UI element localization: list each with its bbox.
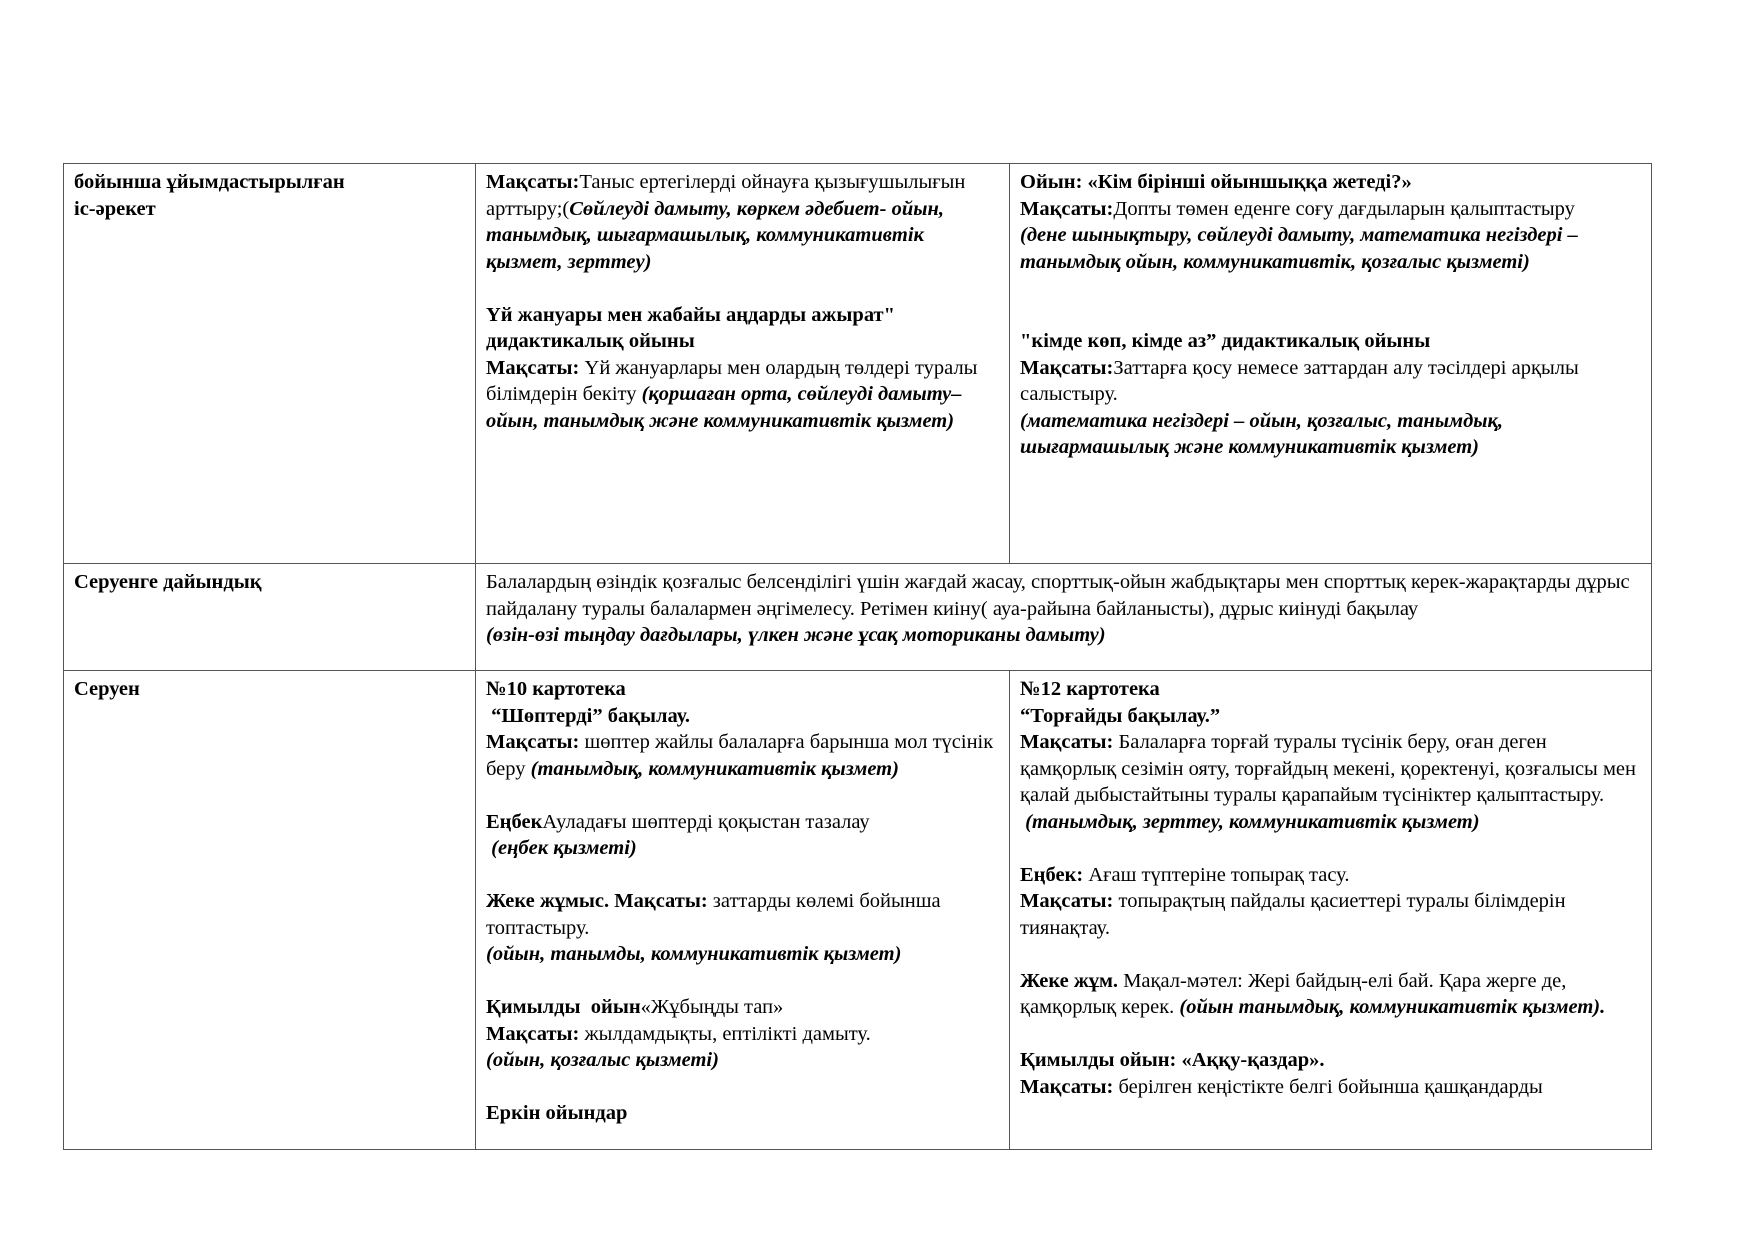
individual-work-text: заттарды көлемі бойынша топтастыру. [486,890,941,939]
game-title: Үй жануары мен жабайы аңдарды ажырат" дидактикалық ойыны [486,303,895,352]
labor-goal-label: Мақсаты: [1020,890,1114,912]
game-areas: (қоршаған орта, сөйлеуді дамыту– ойын, танымдық және коммуникативтік қызмет) [486,383,962,432]
individual-work-label: Жеке жұмыс. Мақсаты: [486,890,708,912]
movement-goal-paragraph [1020,1074,1641,1101]
monday-walk-cell [476,671,1010,1150]
goal-paragraph [1020,196,1641,223]
goal-areas: Сөйлеуді дамыту, көркем әдебиет- ойын, танымдық, шығармашылық, коммуникативтік қызмет, зерттеу) [486,197,944,273]
game2-goal-paragraph [1020,355,1641,408]
movement-game-title: Қимылды ойын: «Аққу-қаздар». [1020,1049,1325,1071]
individual-work-label: Жеке жұм. [1020,969,1119,992]
movement-game-paragraph [486,994,999,1021]
row-label-line-1: бойынша ұйымдастырылған [74,171,345,193]
walk-preparation-cell [476,564,1652,671]
row-label: Серуенге дайындық [74,571,262,593]
goal-text: Допты төмен еденге соғу дағдыларын қалыптастыру [1113,197,1575,220]
goal-label: Мақсаты: [486,731,580,753]
row-label: Серуен [74,678,140,700]
row-label-line-2: іс-әрекет [74,197,156,220]
table-row [64,564,1652,671]
goal-text: Балаларға торғай туралы түсінік беру, оған деген қамқорлық сезімін ояту, торғайдың мекені, қоректенуі, қозғалысы мен қалай дыбыстайтыны туралы қарапайым түсініктер қалыптастыру. [1020,731,1637,806]
game2-goal-text: Заттарға қосу немесе заттардан алу тәсілдері арқылы салыстыру. [1020,356,1579,405]
walk-preparation-text: Балалардың өзіндік қозғалыс белсенділігі үшін жағдай жасау, спорттық-ойын жабдықтары мен спорттық керек-жарақтарды дұрыс пайдалану туралы балалармен әңгімелесу. Ретімен киіну( ауа-райына байланысты), дұрыс киінуді бақылау [486,571,1630,620]
game-goal-paragraph [486,355,999,435]
row-label-cell [64,564,476,671]
row-label-cell [64,164,476,564]
free-games: Еркін ойындар [486,1102,628,1124]
monday-activity-cell [476,164,1010,564]
labor-goal-paragraph [1020,888,1641,941]
table-row [64,671,1652,1150]
individual-work-paragraph [486,888,999,941]
tuesday-activity-cell [1010,164,1652,564]
movement-goal-paragraph [486,1021,999,1048]
goal-areas: (дене шынықтыру, сөйлеуді дамыту, математика негіздері – танымдық ойын, коммуникативтік, қозғалыс қызметі) [1020,224,1578,273]
movement-goal-label: Мақсаты: [1020,1075,1114,1098]
game2-goal-label: Мақсаты: [1020,356,1114,379]
movement-game-text: «Жұбыңды тап» [640,996,784,1018]
labor-paragraph [1020,862,1641,889]
goal-paragraph [1020,729,1641,809]
individual-work-areas: (ойын танымдық, коммуникативтік қызмет). [1179,996,1606,1018]
daily-plan-table [63,163,1652,1150]
goal-areas: (танымдық, коммуникативтік қызмет) [530,757,899,780]
labor-label: Еңбек: [1020,863,1084,886]
goal-paragraph [486,729,999,782]
goal-text: Таныс ертегілерді ойнауға қызығушылығын арттыру;( [486,171,966,220]
individual-work-areas: (ойын, танымды, коммуникативтік қызмет) [486,943,902,965]
game2-title: "кімде көп, кімде аз” дидактикалық ойыны [1020,330,1431,352]
goal-paragraph [486,169,999,275]
labor-goal-text: топырақтың пайдалы қасиеттері туралы білімдерін тиянақтау. [1020,890,1566,939]
game1-title: Ойын: «Кім бірінші ойыншыққа жетеді?» [1020,171,1412,193]
goal-label: Мақсаты: [1020,731,1114,753]
movement-goal-text: берілген кеңістікте белгі бойынша қашқандарды [1113,1075,1543,1098]
goal-areas: (танымдық, зерттеу, коммуникативтік қызмет) [1020,810,1480,833]
movement-game-label: Қимылды ойын [486,996,641,1018]
labor-paragraph [486,809,999,836]
card-number: №10 картотека [486,678,626,700]
labor-label: Еңбек [486,810,543,833]
row-label-cell [64,671,476,1150]
game2-areas: (математика негіздері – ойын, қозғалыс, танымдық, шығармашылық және коммуникативтік қызмет) [1020,409,1504,458]
card-number: №12 картотека [1020,678,1160,700]
labor-text: Ауладағы шөптерді қоқыстан тазалау [542,810,870,833]
tuesday-walk-cell [1010,671,1652,1150]
observation-title: “Шөптерді” бақылау. [486,704,691,727]
individual-work-paragraph [1020,968,1641,1021]
movement-areas: (ойын, қозғалыс қызметі) [486,1049,719,1071]
labor-text: Ағаш түптеріне топырақ тасу. [1083,863,1350,886]
game-goal-text: Үй жануарлары мен олардың төлдері туралы білімдерін бекіту [486,356,978,405]
observation-title: “Торғайды бақылау.” [1020,704,1221,727]
labor-areas: (еңбек қызметі) [486,837,637,859]
movement-goal-text: жылдамдықты, ептілікті дамыту. [579,1022,871,1045]
goal-label: Мақсаты: [486,171,580,193]
individual-work-text: Мақал-мәтел: Жері байдың-елі бай. Қара жерге де, қамқорлық керек. [1020,969,1567,1018]
table-row [64,164,1652,564]
game-goal-label: Мақсаты: [486,356,580,379]
goal-text: шөптер жайлы балаларға барынша мол түсінік беру [486,731,994,780]
walk-preparation-areas: (өзін-өзі тыңдау дағдылары, үлкен және ұсақ моториканы дамыту) [486,624,1106,646]
goal-label: Мақсаты: [1020,197,1114,220]
movement-goal-label: Мақсаты: [486,1022,580,1045]
